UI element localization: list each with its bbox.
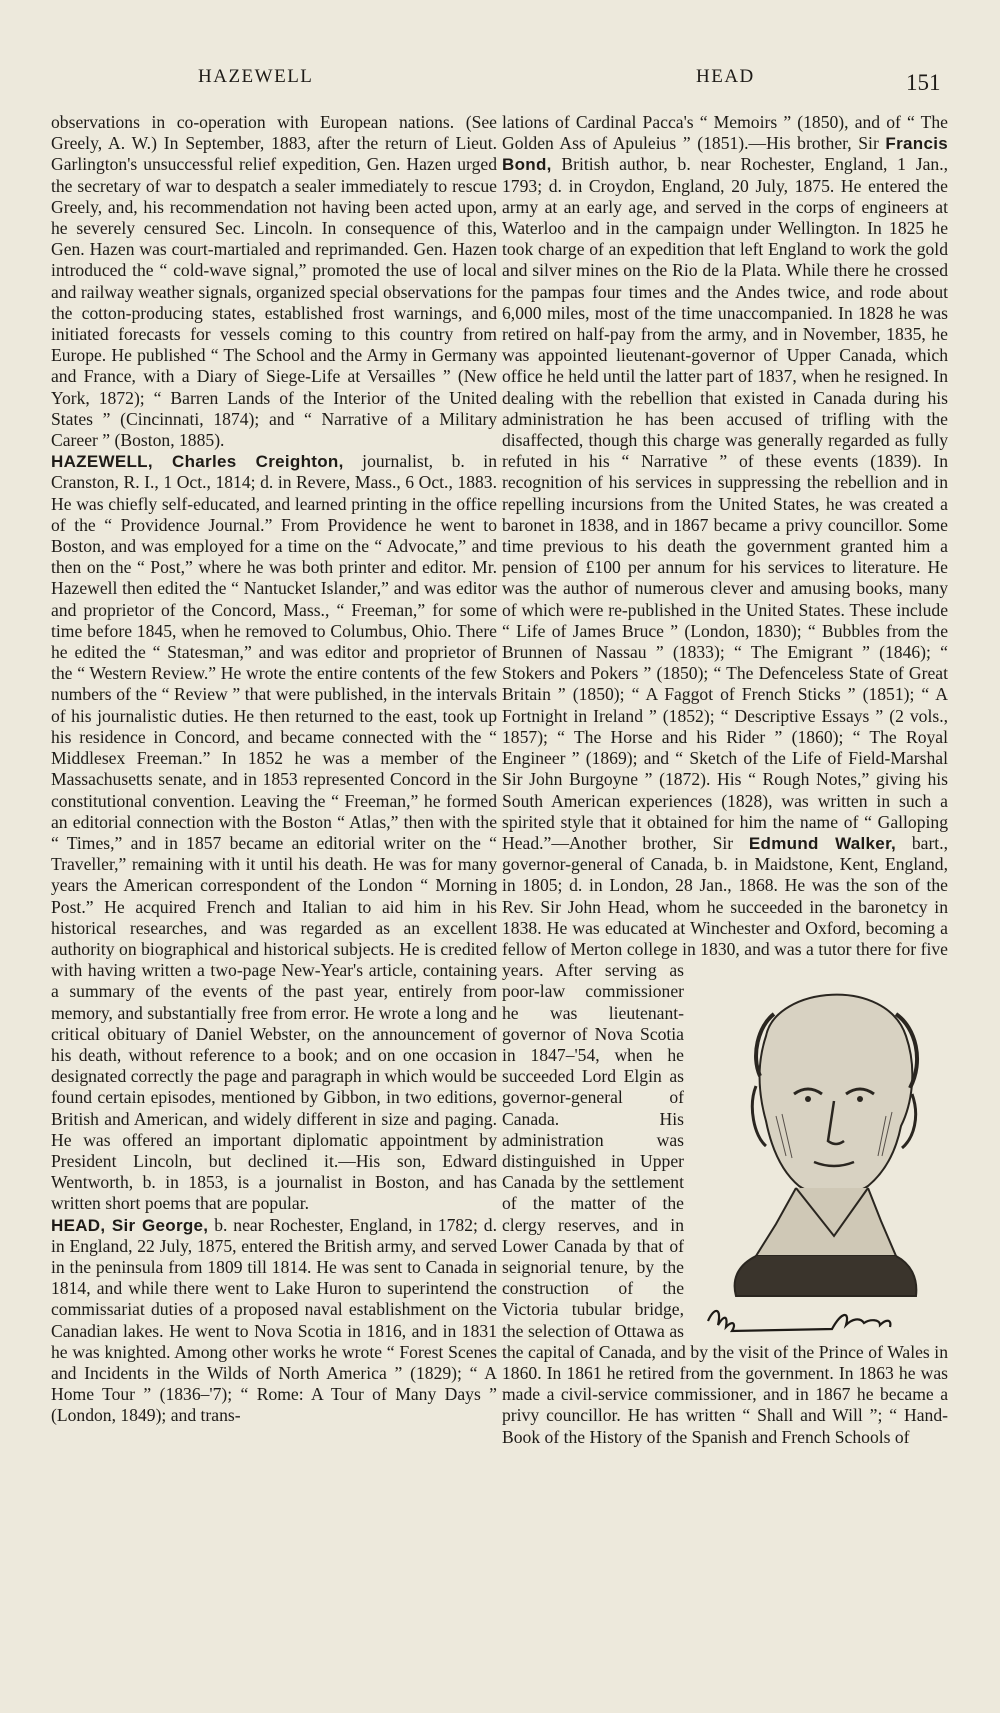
page-number: 151 <box>906 70 941 95</box>
hazewell-entry-text: journalist, b. in Cranston, R. I., 1 Oct., 1814; d. in Revere, Mass., 6 Oct., 1883. He was chiefly self-educated, and learned printing in the office of the “ Providence Journal.” From Providence he went to Boston, and was employed for a time on the “ Advocate,” and then on the “ Post,” where he was both printer and editor. Mr. Hazewell then edited the “ Nantucket Islander,” and was editor and proprietor of the Concord, Mass., “ Freeman,” for some time before 1845, when he removed to Columbus, Ohio. There he edited the “ Statesman,” and was editor and proprietor of the “ Western Review.” He wrote the entire contents of the few numbers of the “ Review ” that were published, in the intervals of his journalistic duties. He then returned to the east, took up his residence in Concord, and became connected with the “ Middlesex Freeman.” In 1852 he was a member of the Massachusetts senate, and in 1853 represented Concord in the constitutional convention. Leaving the “ Freeman,” he formed an editorial connection with the Boston “ Atlas,” then with the “ Times,” and in 1857 became an editorial writer on the “ Traveller,” remaining with it until his death. He was for many years the American correspondent of the London “ Morning Post.” He acquired French and Italian to aid him in his historical researches, and was regarded as an excellent authority on biographical and historical subjects. He is credited with having written a two-page New-Year's article, containing a summary of the events of the past year, entirely from memory, and substantially free from error. He wrote a long and critical obituary of Daniel Webster, on the announcement of his death, without reference to a book; and on one occasion designated correctly the page and paragraph in which would be found certain episodes, mentioned by Gibbon, in two editions, British and American, and widely different in size and paging. He was offered an important diplomatic appointment by President Lincoln, but declined it.—His son, Edward Wentworth, b. in 1853, is a journalist in Boston, and has written short poems that are popular. <box>51 451 497 1214</box>
head-text-b: British author, b. near Rochester, England, 1 Jan., 1793; d. in Croydon, England, 20 July, 1875. He entered the army at an early age, and served in the corps of engineers at Waterloo and in the campaign under Wellington. In 1825 he took charge of an expedition that left England to work the gold and silver mines on the Rio de la Plata. While there he crossed the pampas four times and the Andes twice, and rode about 6,000 miles, most of the time unaccompanied. In 1828 he was retired on half-pay from the army, and in November, 1835, he was appointed lieutenant-governor of Upper Canada, which office he held until the latter part of 1837, when he resigned. In dealing with the rebellion that existed in Canada during his administration he has been accused of trifling with the disaffected, though this charge was generally regarded as fully refuted in his “ Narrative ” of these events (1839). In recognition of his services in suppressing the rebellion and in repelling incursions from the United States, he was created a baronet in 1838, and in 1867 became a privy councillor. Some time previous to his death the government granted him a pension of £100 per annum for his services to literature. He was the author of numerous clever and amusing books, many of which were re-published in the United States. These include “ Life of James Bruce ” (London, 1830); “ Bubbles from the Brunnen of Nassau ” (1833); “ The Emigrant ” (1846); “ Stokers and Pokers ” (1850); “ The Defenceless State of Great Britain ” (1850); “ A Faggot of French Sticks ” (1851); “ A Fortnight in Ireland ” (1852); “ Descriptive Essays ” (2 vols., 1857); “ The Horse and his Rider ” (1860); “ The Royal Engineer ” (1869); and “ Sketch of the Life of Field-Marshal Sir John Burgoyne ” (1872). His “ Rough Notes,” giving his South American experiences (1828), was written in such a spirited style that it obtained for him the name of “ Galloping Head.”—Another brother, Sir <box>502 154 948 853</box>
head-entries <box>502 112 948 1448</box>
engraved-portrait-icon <box>696 966 954 1336</box>
hazen-paragraph-end: observations in co-operation with European nations. (See Greely, A. W.) In September, 1883, after the return of Lieut. Garlington's unsuccessful relief expedition, Gen. Hazen urged the secretary of war to despatch a sealer immediately to rescue Greely, and, his recommendation not having been acted upon, he severely censured Sec. Lincoln. In consequence of this, Gen. Hazen was court-martialed and reprimanded. Gen. Hazen introduced the “ cold-wave signal,” promoted the use of local and railway weather signals, organized special observations for the cotton-producing states, established frost warnings, and initiated forecasts for vessels coming to this country from Europe. He published “ The School and the Army in Germany and France, with a Diary of Siege-Life at Versailles ” (New York, 1872); “ Barren Lands of the Interior of the United States ” (Cincinnati, 1874); and “ Narrative of a Military Career ” (Boston, 1885). <box>51 112 497 451</box>
edmund-walker-name: Edmund Walker, <box>748 833 897 853</box>
left-column <box>51 112 497 1427</box>
right-column <box>502 112 948 1448</box>
francis-bond-name: Francis Bond, <box>502 134 948 175</box>
head-text-c: tutor there for five years. After serving as poor-law commissioner he was lieutenant-governor of Nova Scotia in 1847–'54, when he succeeded Lord Elgin as governor-general of Canada. His administration was distinguished in Upper Canada by the settlement of the matter of the clergy reserves, and in Lower Canada by that of seignorial tenure, by the construction of the Victoria tubular bridge, the selection of Ottawa as the capital of Canada, and by the visit of the Prince of Wales in 1860. In 1861 he retired from the government. In 1863 he was made a civil-service commissioner, and in 1867 he became a privy councillor. He has written “ Shall and Will ”; “ Hand-Book of the History of the Spanish and French Schools of <box>502 938 948 1447</box>
head-george-entry-text: b. near Rochester, England, in 1782; d. in England, 22 July, 1875, entered the British army, and served in the peninsula from 1809 till 1814. He was sent to Canada in 1814, and while there went to Lake Huron to superintend the commissariat duties of a proposed naval establishment on the Canadian lakes. He went to Nova Scotia in 1816, and in 1831 he was knighted. Among other works he wrote “ Forest Scenes and Incidents in the Wilds of North America ” (1829); “ A Home Tour ” (1836–'7); “ Rome: A Tour of Many Days ” (London, 1849); and trans- <box>51 1214 497 1426</box>
hazewell-entry-name: HAZEWELL, Charles Creighton, <box>51 452 344 472</box>
head-george-entry-name: HEAD, Sir George, <box>51 1215 209 1235</box>
head-george-entry <box>51 1215 497 1427</box>
head-text-a: lations of Cardinal Pacca's “ Memoirs ” (1850), and of “ The Golden Ass of Apuleius ” (1851).—His brother, Sir <box>502 112 948 154</box>
hazewell-entry <box>51 451 497 1214</box>
portrait-figure <box>696 966 954 1336</box>
running-head-center: HEAD <box>696 66 755 87</box>
head-text-c-pre: bart., governor-general of Canada, b. in Maidstone, Kent, England, in 1805; d. in London, 28 Jan., 1868. He was the son of the Rev. Sir John Head, whom he succeeded in the baronetcy in 1838. He was educated at Winchester and Oxford, becoming a fellow of Merton college in 1830, and was a <box>502 832 948 959</box>
running-head-left: HAZEWELL <box>198 66 314 87</box>
